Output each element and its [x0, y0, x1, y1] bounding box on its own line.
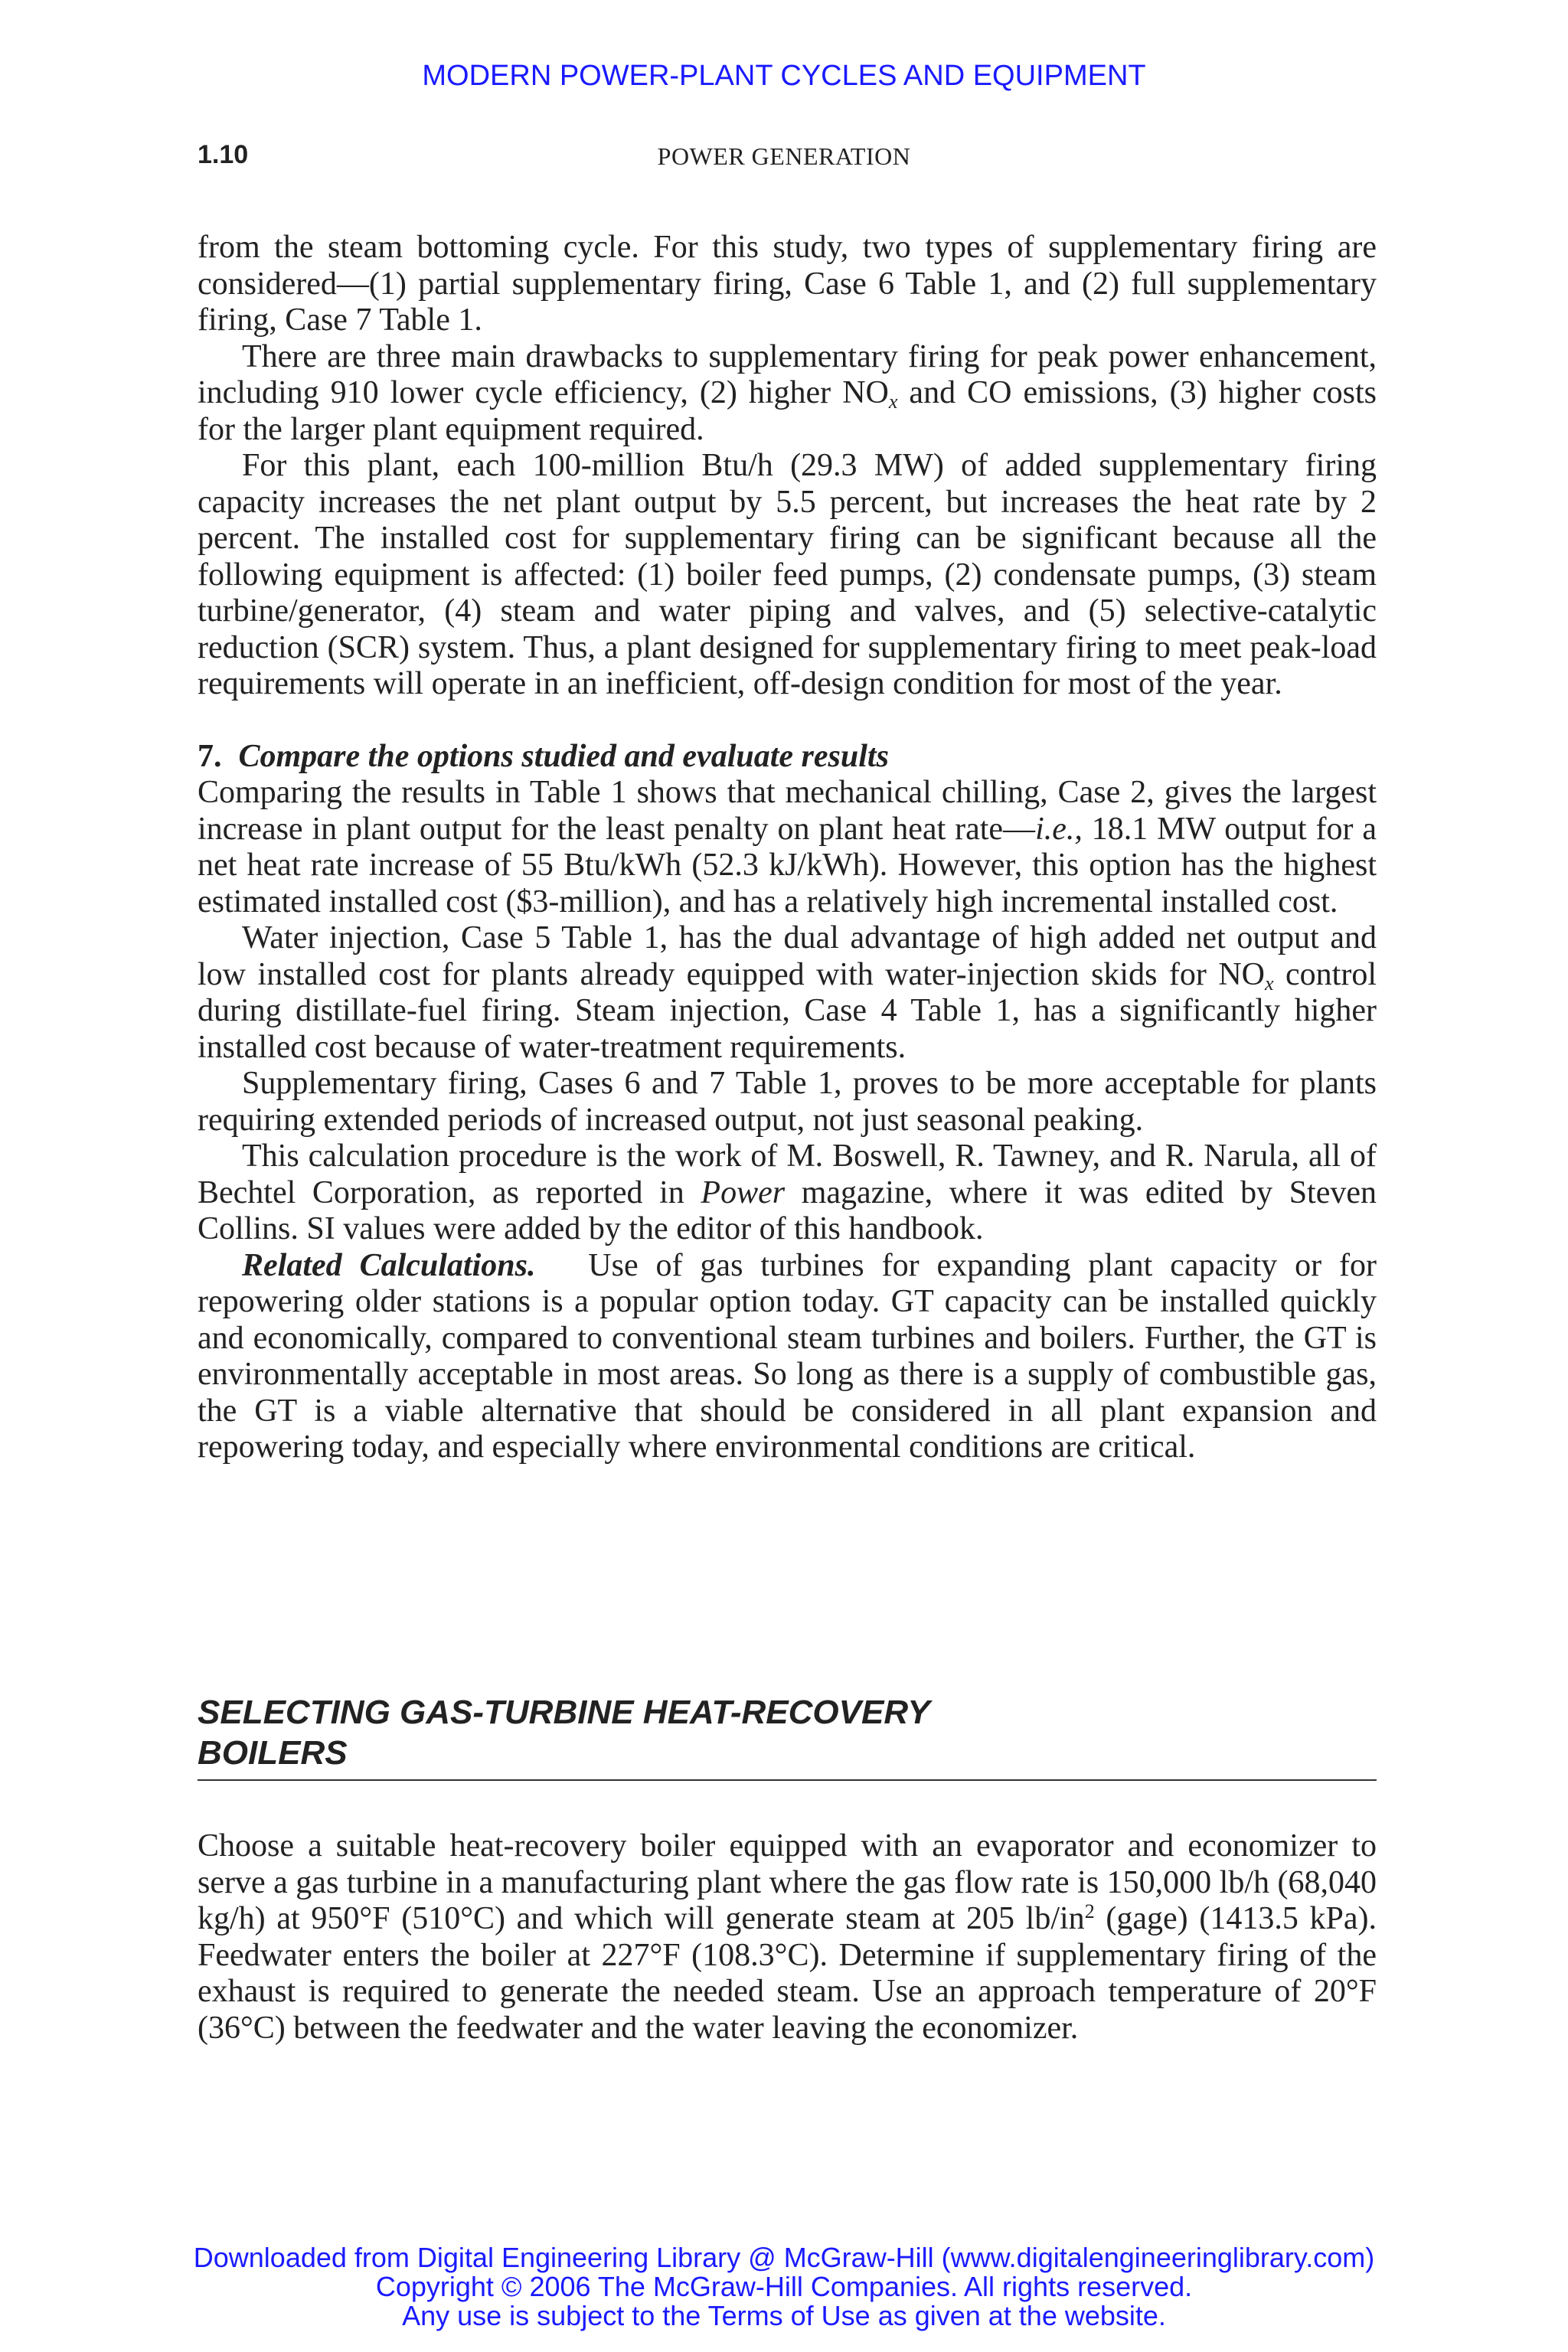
subscript-x: x	[888, 390, 898, 413]
footer	[0, 2243, 1568, 2331]
step-title: Compare the options studied and evaluate results	[238, 738, 889, 774]
text-run: Comparing the results in Table 1 shows that mechanical chilling, Case 2, gives the largest increase in plant output for the least penalty on plant heat rate—	[198, 775, 1377, 847]
superscript-2: 2	[1084, 1900, 1095, 1922]
book-title-link[interactable]: MODERN POWER-PLANT CYCLES AND EQUIPMENT	[422, 60, 1146, 92]
step-number: 7.	[198, 738, 222, 774]
footer-download-link[interactable]: Downloaded from Digital Engineering Library @ McGraw-Hill (www.digitalengineeringlibrary.com)	[193, 2242, 1375, 2273]
body-text	[198, 230, 1377, 1466]
problem-statement	[198, 1828, 1377, 2047]
italic-ie: i.e.,	[1035, 811, 1083, 847]
text-run: (gage) (1413.5 kPa). Feedwater enters the boiler at 227°F (108.3°C). Determine if supplementary firing of the exhaust is required to generate the needed steam. Use an approach temperature of 20°F (36°C) between the feedwater and the water leaving the economizer.	[198, 1901, 1377, 2046]
page-number: 1.10	[198, 140, 249, 169]
paragraph-continuation: from the steam bottoming cycle. For this study, two types of supplementary firing are considered—(1) partial supplementary firing, Case 6 Table 1, and (2) full supplementary firing, Case 7 Table 1.	[198, 230, 1377, 338]
footer-terms[interactable]: Any use is subject to the Terms of Use as given at the website.	[402, 2300, 1166, 2331]
paragraph-plant-capacity: For this plant, each 100-million Btu/h (29.3 MW) of added supplementary firing capacity increases the net plant output by 5.5 percent, but increases the heat rate by 2 percent. The installed cost for supplementary firing can be significant because all the following equipment is affected: (1) boiler feed pumps, (2) condensate pumps, (3) steam turbine/generator, (4) steam and water piping and valves, and (5) selective-catalytic reduction (SCR) system. Thus, a plant designed for supplementary firing to meet peak-load requirements will operate in an inefficient, off-design condition for most of the year.	[198, 448, 1377, 701]
text-run: magazine, where it was edited by Steven Collins. SI values were added by the editor of this handbook.	[198, 1174, 1377, 1246]
section-title	[198, 1692, 1377, 1781]
paragraph-drawbacks	[198, 339, 1377, 449]
text-run: There are three main drawbacks to supplementary firing for peak power enhancement, including 910 lower cycle efficiency, (2) higher NO	[198, 338, 1377, 410]
paragraph-related-calculations	[198, 1248, 1377, 1466]
subscript-x: x	[1265, 972, 1274, 995]
paragraph-water-injection	[198, 920, 1377, 1066]
text-run: and CO emissions, (3) higher costs for the larger plant equipment required.	[198, 375, 1377, 447]
text-run: 18.1 MW output for a net heat rate increase of 55 Btu/kWh (52.3 kJ/kWh). However, this option has the highest estimated installed cost ($3-million), and has a relatively high incremental installed cost.	[198, 811, 1377, 920]
step-heading	[198, 739, 1377, 776]
text-run: Water injection, Case 5 Table 1, has the dual advantage of high added net output and low installed cost for plants already equipped with water-injection skids for NO	[198, 920, 1377, 992]
footer-copyright[interactable]: Copyright © 2006 The McGraw-Hill Companies. All rights reserved.	[375, 2271, 1193, 2302]
text-run: Use of gas turbines for expanding plant capacity or for repowering older stations is a popular option today. GT capacity can be installed quickly and economically, compared to conventional steam turbines and boilers. Further, the GT is environmentally acceptable in most areas. So long as there is a supply of combustible gas, the GT is a viable alternative that should be considered in all plant expansion and repowering today, and especially where environmental conditions are critical.	[198, 1247, 1377, 1465]
italic-power: Power	[701, 1174, 786, 1210]
section-title-line: BOILERS	[198, 1734, 348, 1772]
paragraph-supplementary: Supplementary firing, Cases 6 and 7 Table 1, proves to be more acceptable for plants requiring extended periods of increased output, not just seasonal peaking.	[198, 1066, 1377, 1138]
paragraph-credits	[198, 1138, 1377, 1248]
related-calculations-lead: Related Calculations.	[242, 1247, 536, 1283]
running-head: POWER GENERATION	[657, 142, 911, 170]
text-run: control during distillate-fuel firing. Steam injection, Case 4 Table 1, has a significantly higher installed cost because of water-treatment requirements.	[198, 956, 1377, 1065]
text-run: Choose a suitable heat-recovery boiler equipped with an evaporator and economizer to serve a gas turbine in a manufacturing plant where the gas flow rate is 150,000 lb/h (68,040 kg/h) at 950°F (510°C) and which will generate steam at 205 lb/in	[198, 1828, 1377, 1936]
section-title-line: SELECTING GAS-TURBINE HEAT-RECOVERY	[198, 1694, 930, 1731]
paragraph-comparison	[198, 775, 1377, 920]
text-run: This calculation procedure is the work of M. Boswell, R. Tawney, and R. Narula, all of Bechtel Corporation, as reported in	[198, 1138, 1377, 1210]
